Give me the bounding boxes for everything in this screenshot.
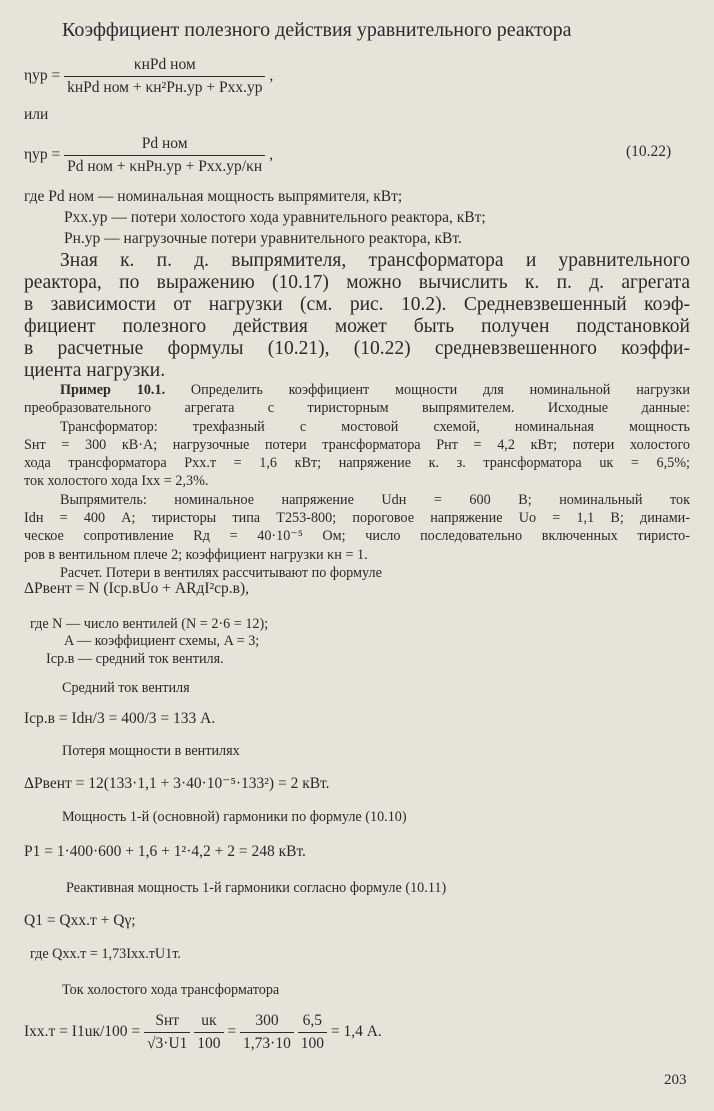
section-heading: Коэффициент полезного действия уравнительного реактора: [62, 19, 572, 41]
formula-1-fraction: [64, 56, 265, 97]
or-word: или: [24, 106, 49, 123]
formula-1-numerator: κнPd ном: [133, 56, 196, 73]
body-paragraph: [24, 250, 690, 382]
q1-title: Реактивная мощность 1-й гармоники согласно формуле (10.11): [66, 880, 447, 896]
formula-2-tail: ,: [269, 146, 273, 164]
example-line: преобразовательного агрегата с тиристорным выпрямителем. Исходные данные:: [24, 400, 690, 417]
ixx-title: Ток холостого хода трансформатора: [62, 982, 280, 998]
p1-title: Мощность 1-й (основной) гармоники по формуле (10.10): [62, 809, 407, 825]
q1-formula: Q1 = Qxx.т + Qγ;: [24, 912, 136, 929]
example-line: ров в вентильном плече 2; коэффициент нагрузки κн = 1.: [24, 546, 368, 563]
avg-current-formula: Iср.в = Idн/3 = 400/3 = 133 А.: [24, 710, 216, 727]
paragraph-line: циента нагрузки.: [24, 360, 166, 381]
example-line: ческое сопротивление Rд = 40·10⁻⁵ Ом; число последовательно включенных тиристо-: [24, 528, 690, 545]
example-line: хода трансформатора Pxx.т = 1,6 кВт; напряжение к. з. трансформатора uк = 6,5%;: [24, 455, 690, 472]
example-label: Пример 10.1.: [60, 382, 166, 398]
loss-value: ΔPвент = 12(133·1,1 + 3·40·10⁻⁵·133²) = 2 кВт.: [24, 775, 330, 792]
formula-2-lhs: ηур =: [24, 146, 61, 164]
avg-current-title: Средний ток вентиля: [62, 680, 190, 696]
formula-1-denominator: kнPd ном + κн²Pн.ур + Pxx.ур: [64, 76, 265, 97]
where-line: где N — число вентилей (N = 2·6 = 12);: [30, 616, 269, 632]
ixx-formula: [24, 1012, 382, 1053]
p1-formula: P1 = 1·400·600 + 1,6 + 1²·4,2 + 2 = 248 кВт.: [24, 843, 306, 860]
ixx-fraction-3: [240, 1012, 294, 1053]
where-line: A — коэффициент схемы, A = 3;: [64, 633, 260, 649]
efficiency-formula-2: [24, 135, 273, 176]
fraction-denominator: 100: [298, 1032, 327, 1053]
definition-line: где Pd ном — номинальная мощность выпрямителя, кВт;: [24, 188, 403, 205]
example-line: ток холостого хода Ixx = 2,3%.: [24, 473, 209, 490]
where-line: Iср.в — средний ток вентиля.: [46, 651, 224, 667]
paragraph-line: фициент полезного действия может быть получен подстановкой: [24, 316, 690, 337]
efficiency-formula-1: [24, 56, 273, 97]
formula-2-fraction: [64, 135, 265, 176]
paragraph-line: реактора, по выражению (10.17) можно вычислить к. п. д. агрегата: [24, 272, 690, 293]
example-line: Трансформатор: трехфазный с мостовой схемой, номинальная мощность: [60, 418, 690, 435]
loss-title: Потеря мощности в вентилях: [62, 743, 240, 759]
ixx-fraction-2: [194, 1012, 223, 1053]
page-number: 203: [664, 1072, 687, 1088]
example-block: [24, 381, 690, 582]
fraction-numerator: 6,5: [302, 1012, 323, 1029]
fraction-numerator: uк: [201, 1012, 217, 1029]
ixx-lhs: Ixx.т = I1uк/100 =: [24, 1023, 141, 1041]
fraction-denominator: 100: [194, 1032, 223, 1053]
example-line: Расчет. Потери в вентилях рассчитывают по формуле: [60, 564, 382, 581]
paragraph-line: в зависимости от нагрузки (см. рис. 10.2). Средневзвешенный коэф-: [24, 294, 690, 315]
equals-sign: =: [227, 1023, 237, 1041]
ixx-fraction-1: [144, 1012, 190, 1053]
example-line: Sнт = 300 кВ·А; нагрузочные потери трансформатора Pнт = 4,2 кВт; потери холостого: [24, 436, 690, 453]
ixx-result: = 1,4 А.: [330, 1023, 382, 1041]
example-first-line: [24, 381, 690, 399]
fraction-numerator: 300: [255, 1012, 279, 1029]
definition-line: Pн.ур — нагрузочные потери уравнительного реактора, кВт.: [64, 230, 462, 247]
formula-1-tail: ,: [269, 67, 274, 85]
formula-1-lhs: ηур =: [24, 67, 61, 85]
loss-formula: ΔPвент = N (Iср.вUо + ARдI²ср.в),: [24, 580, 249, 597]
equation-number: (10.22): [626, 143, 672, 160]
example-line: Idн = 400 А; тиристоры типа Т253-800; пороговое напряжение Uо = 1,1 В; динами-: [24, 510, 690, 527]
formula-2-numerator: Pd ном: [141, 135, 188, 152]
fraction-numerator: Sнт: [155, 1012, 180, 1029]
example-line: Выпрямитель: номинальное напряжение Udн = 600 В; номинальный ток: [60, 491, 690, 508]
fraction-denominator: √3·U1: [144, 1032, 190, 1053]
q1-where: где Qxx.т = 1,73Ixx.тU1т.: [30, 946, 181, 962]
definition-line: Pxx.ур — потери холостого хода уравнительного реактора, кВт;: [64, 209, 486, 226]
formula-2-denominator: Pd ном + κнPн.ур + Pxx.ур/κн: [64, 155, 265, 176]
ixx-fraction-4: [298, 1012, 327, 1053]
fraction-denominator: 1,73·10: [240, 1032, 294, 1053]
paragraph-line: в расчетные формулы (10.21), (10.22) средневзвешенного коэффи-: [24, 338, 690, 359]
example-text: Определить коэффициент мощности для номинальной нагрузки: [190, 382, 690, 398]
paragraph-line: Зная к. п. д. выпрямителя, трансформатора и уравнительного: [60, 250, 690, 271]
